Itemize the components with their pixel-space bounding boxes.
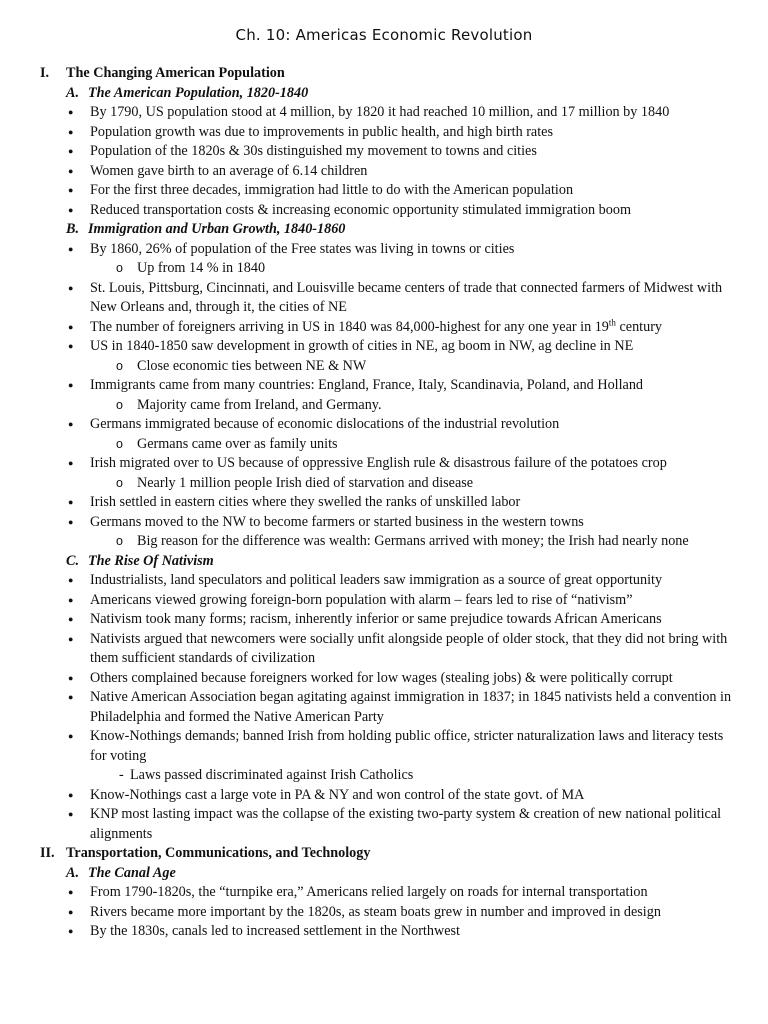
section-heading — [40, 844, 740, 864]
subsection-heading — [40, 220, 740, 240]
bullet-text: Rivers became more important by the 1820s, as steam boats grew in number and improved in design — [90, 903, 661, 920]
bullet-icon: ● — [68, 575, 74, 585]
bullet-text: The number of foreigners arriving in US in 1840 was 84,000-highest for any one year in 19 — [90, 318, 609, 335]
bullet-icon: ● — [68, 497, 74, 507]
circle-bullet-icon: o — [116, 261, 123, 275]
subsection-heading — [40, 864, 740, 884]
bullet-text: Know-Nothings demands; banned Irish from holding public office, stricter naturalization laws and literacy tests for voting — [90, 728, 724, 764]
bullet-item — [40, 688, 740, 727]
section-title: Transportation, Communications, and Technology — [66, 845, 371, 861]
bullet-text: US in 1840-1850 saw development in growth of cities in NE, ag boom in NW, ag decline in NE — [90, 338, 634, 354]
circle-bullet-icon: o — [116, 534, 123, 548]
bullet-icon: ● — [68, 458, 74, 468]
subsection-heading — [40, 552, 740, 572]
bullet-icon: ● — [68, 594, 74, 605]
subsection-letter: A. — [66, 84, 80, 101]
bullet-icon: ● — [68, 126, 74, 137]
bullet-text: Laws passed discriminated against Irish Catholics — [130, 767, 414, 783]
sub-bullet-item — [40, 474, 740, 494]
bullet-text: Irish migrated over to US because of oppressive English rule & disastrous failure of the potatoes crop — [90, 455, 667, 471]
bullet-item — [40, 630, 740, 669]
bullet-text: Irish settled in eastern cities where they swelled the ranks of unskilled labor — [90, 494, 521, 510]
bullet-item — [40, 513, 740, 533]
subsection-title: The American Population, 1820-1840 — [88, 84, 309, 101]
sub-bullet-item — [40, 259, 740, 279]
bullet-text: Germans came over as family units — [137, 435, 338, 452]
bullet-text: Reduced transportation costs & increasing economic opportunity stimulated immigration boom — [90, 201, 631, 218]
bullet-icon: ● — [68, 185, 74, 195]
bullet-item — [40, 318, 740, 338]
bullet-icon: ● — [68, 243, 74, 254]
bullet-item — [40, 922, 740, 942]
ordinal-suffix: th — [608, 316, 616, 327]
bullet-item — [40, 201, 740, 221]
bullet-text: KNP most lasting impact was the collapse of the existing two-party system & creation of new national political alignments — [90, 806, 722, 842]
bullet-text: Nativism took many forms; racism, inherently inferior or same prejudice towards African Americans — [90, 611, 662, 627]
bullet-text: Women gave birth to an average of 6.14 children — [90, 162, 368, 179]
section-number: II. — [40, 845, 55, 861]
bullet-icon: ● — [68, 146, 74, 156]
bullet-text: Native American Association began agitating against immigration in 1837; in 1845 nativists held a convention in Philadelphia and formed the Native American Party — [90, 689, 732, 725]
bullet-text: By 1790, US population stood at 4 million, by 1820 it had reached 10 million, and 17 million by 1840 — [90, 104, 670, 120]
subsection-letter: B. — [66, 221, 80, 237]
bullet-item — [40, 591, 740, 611]
bullet-text: Know-Nothings cast a large vote in PA & NY and won control of the state govt. of MA — [90, 786, 585, 803]
bullet-text: Germans immigrated because of economic dislocations of the industrial revolution — [90, 416, 560, 432]
bullet-text: Up from 14 % in 1840 — [137, 260, 266, 276]
outline-body — [40, 64, 740, 942]
bullet-item — [40, 103, 740, 123]
bullet-item — [40, 883, 740, 903]
circle-bullet-icon: o — [116, 358, 123, 373]
bullet-icon: ● — [68, 906, 74, 917]
bullet-item — [40, 786, 740, 806]
bullet-item — [40, 142, 740, 162]
bullet-icon: ● — [68, 731, 74, 741]
bullet-icon: ● — [68, 516, 74, 527]
sub-bullet-item — [40, 532, 740, 552]
bullet-text: Nativists argued that newcomers were socially unfit alongside people of older stock, that they did not bring with them sufficient standards of civilization — [90, 630, 728, 666]
bullet-text: Close economic ties between NE & NW — [137, 357, 367, 374]
bullet-icon: ● — [68, 809, 74, 819]
bullet-icon: ● — [68, 341, 74, 351]
bullet-item — [40, 337, 740, 357]
bullet-icon: ● — [68, 204, 74, 215]
bullet-item — [40, 805, 740, 844]
sub-bullet-item — [40, 357, 740, 377]
bullet-icon: ● — [68, 107, 74, 117]
section-title: The Changing American Population — [66, 65, 285, 81]
bullet-text: For the first three decades, immigration had little to do with the American population — [90, 182, 574, 198]
bullet-text: Population of the 1820s & 30s distinguished my movement to towns and cities — [90, 143, 537, 159]
bullet-text: Nearly 1 million people Irish died of starvation and disease — [137, 474, 474, 491]
bullet-icon: ● — [68, 887, 74, 897]
bullet-text: century — [615, 318, 663, 335]
circle-bullet-icon: o — [116, 397, 123, 412]
bullet-item — [40, 571, 740, 591]
dash-bullet-icon: - — [119, 767, 124, 783]
bullet-icon: ● — [68, 692, 74, 702]
circle-bullet-icon: o — [116, 436, 123, 451]
bullet-text: Industrialists, land speculators and political leaders saw immigration as a source of great opportunity — [90, 572, 663, 588]
subsection-title: Immigration and Urban Growth, 1840-1860 — [88, 221, 346, 237]
subsection-letter: C. — [66, 552, 80, 569]
bullet-text: By 1860, 26% of population of the Free states was living in towns or cities — [90, 240, 515, 257]
bullet-text: Immigrants came from many countries: England, France, Italy, Scandinavia, Poland, and Holland — [90, 377, 644, 393]
sub-bullet-item — [40, 396, 740, 416]
bullet-item — [40, 727, 740, 766]
subsection-title: The Rise Of Nativism — [88, 552, 214, 569]
bullet-icon: ● — [68, 321, 74, 332]
bullet-item — [40, 903, 740, 923]
bullet-icon: ● — [68, 419, 74, 429]
bullet-icon: ● — [68, 614, 74, 624]
bullet-item — [40, 415, 740, 435]
bullet-item — [40, 123, 740, 143]
bullet-item — [40, 376, 740, 396]
bullet-text: St. Louis, Pittsburg, Cincinnati, and Louisville became centers of trade that connected farmers of Midwest with New Orleans and, through it, the cities of NE — [90, 279, 723, 315]
bullet-icon: ● — [68, 282, 74, 293]
bullet-icon: ● — [68, 789, 74, 800]
bullet-text: Americans viewed growing foreign-born population with alarm – fears led to rise of “nativism” — [90, 591, 633, 608]
bullet-item — [40, 669, 740, 689]
section-heading — [40, 64, 740, 84]
bullet-text: From 1790-1820s, the “turnpike era,” Americans relied largely on roads for internal transportation — [90, 884, 648, 900]
bullet-item — [40, 454, 740, 474]
subsection-letter: A. — [66, 864, 80, 881]
sub-bullet-item — [40, 435, 740, 455]
subsection-heading — [40, 84, 740, 104]
bullet-icon: ● — [68, 380, 74, 390]
bullet-item — [40, 279, 740, 318]
bullet-icon: ● — [68, 165, 74, 176]
bullet-item — [40, 240, 740, 260]
bullet-text: Germans moved to the NW to become farmers or started business in the western towns — [90, 513, 584, 530]
bullet-text: Majority came from Ireland, and Germany. — [137, 396, 382, 413]
bullet-item — [40, 493, 740, 513]
circle-bullet-icon: o — [116, 475, 123, 490]
sub-bullet-item — [40, 766, 740, 786]
bullet-text: Big reason for the difference was wealth: Germans arrived with money; the Irish had nearly none — [137, 533, 689, 549]
bullet-icon: ● — [68, 633, 74, 644]
subsection-title: The Canal Age — [88, 864, 176, 881]
bullet-item — [40, 162, 740, 182]
bullet-icon: ● — [68, 926, 74, 936]
bullet-text: Others complained because foreigners worked for low wages (stealing jobs) & were politically corrupt — [90, 669, 673, 686]
page-title: Ch. 10: Americas Economic Revolution — [235, 26, 533, 44]
bullet-item — [40, 181, 740, 201]
bullet-item — [40, 610, 740, 630]
bullet-icon: ● — [68, 672, 74, 683]
bullet-text: By the 1830s, canals led to increased settlement in the Northwest — [90, 923, 460, 939]
section-number: I. — [40, 65, 50, 81]
bullet-text: Population growth was due to improvements in public health, and high birth rates — [90, 123, 553, 140]
